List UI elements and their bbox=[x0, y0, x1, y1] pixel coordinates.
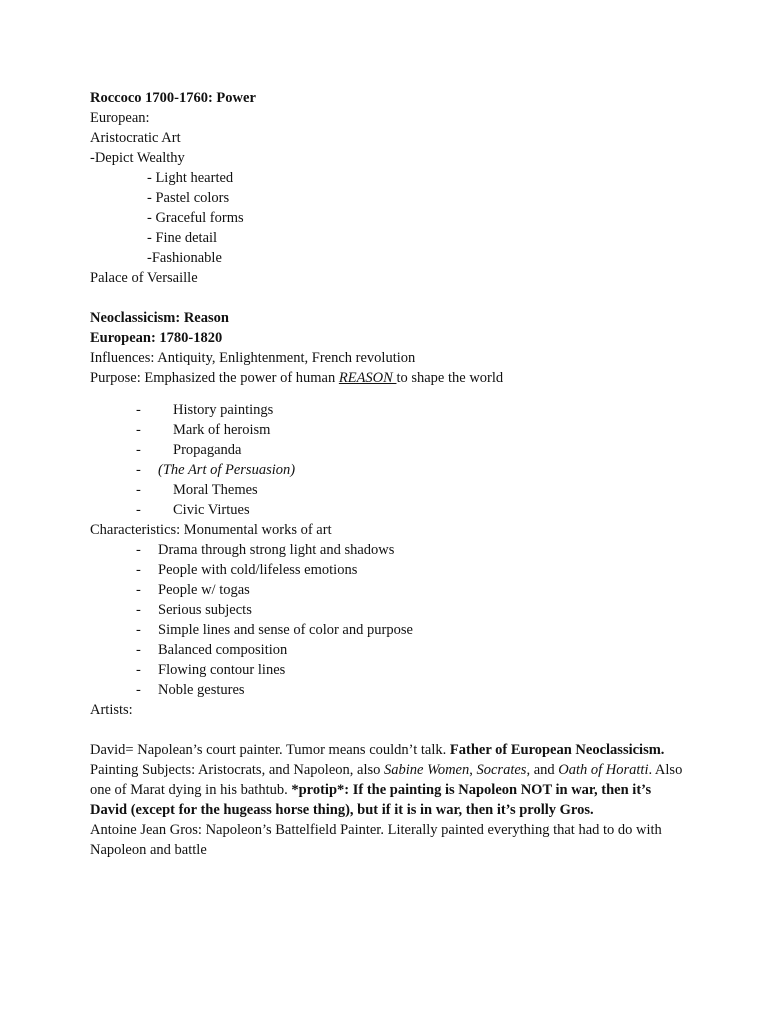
david-title: Father of European Neoclassicism. bbox=[449, 742, 665, 758]
purpose-text-end: to shape the world bbox=[396, 370, 504, 386]
neo-subheading: European: 1780-1820 bbox=[90, 330, 223, 346]
bullet-dash: - bbox=[136, 502, 141, 518]
bullet-dash: - bbox=[136, 442, 141, 458]
bullet-dash: - bbox=[136, 642, 141, 658]
bullet-dash: - bbox=[136, 622, 141, 638]
list-item-text: People with cold/lifeless emotions bbox=[158, 562, 358, 578]
david-text: David= Napolean’s court painter. Tumor means couldn’t talk. bbox=[90, 742, 450, 758]
list-item bbox=[90, 480, 690, 500]
purpose-text: Purpose: Emphasized the power of human bbox=[90, 370, 339, 386]
bullet-dash: - bbox=[136, 462, 141, 478]
list-item-text: People w/ togas bbox=[158, 582, 250, 598]
david-text: Painting Subjects: Aristocrats, and Napoleon, also bbox=[90, 762, 384, 778]
list-item bbox=[90, 540, 690, 560]
list-item bbox=[90, 560, 690, 580]
rococo-line: European: bbox=[90, 110, 150, 126]
list-item bbox=[90, 420, 690, 440]
bullet-dash: - bbox=[136, 402, 141, 418]
bullet-dash: - bbox=[136, 542, 141, 558]
list-item bbox=[90, 440, 690, 460]
david-text: , and bbox=[526, 762, 559, 778]
painting-title: Oath of Horatti bbox=[558, 762, 649, 778]
list-item bbox=[90, 620, 690, 640]
david-text: . Also one of Marat dying in his bathtub. bbox=[90, 762, 683, 798]
rococo-trait: -Fashionable bbox=[147, 250, 222, 266]
list-item-text: Moral Themes bbox=[173, 482, 258, 498]
list-item-text: History paintings bbox=[173, 402, 274, 418]
list-item bbox=[90, 460, 690, 480]
gros-paragraph: Antoine Jean Gros: Napoleon’s Battelfield Painter. Literally painted everything that had to do with Napoleon and battle bbox=[90, 822, 662, 858]
list-item bbox=[90, 500, 690, 520]
rococo-footer: Palace of Versaille bbox=[90, 270, 198, 286]
rococo-trait: - Light hearted bbox=[147, 170, 234, 186]
list-item-text: Balanced composition bbox=[158, 642, 288, 658]
david-paragraph bbox=[90, 740, 690, 820]
reason-emphasis: REASON bbox=[338, 370, 397, 386]
bullet-dash: - bbox=[136, 562, 141, 578]
rococo-line: Aristocratic Art bbox=[90, 130, 181, 146]
rococo-trait: - Fine detail bbox=[147, 230, 218, 246]
list-item-text: Flowing contour lines bbox=[158, 662, 286, 678]
list-item bbox=[90, 400, 690, 420]
painting-title: Sabine Women bbox=[384, 762, 470, 778]
bullet-dash: - bbox=[136, 682, 141, 698]
bullet-dash: - bbox=[136, 482, 141, 498]
neo-heading: Neoclassicism: Reason bbox=[90, 310, 229, 326]
list-item-text: Drama through strong light and shadows bbox=[158, 542, 395, 558]
rococo-trait: - Pastel colors bbox=[147, 190, 230, 206]
list-item-text: Mark of heroism bbox=[173, 422, 271, 438]
bullet-dash: - bbox=[136, 582, 141, 598]
bullet-dash: - bbox=[136, 422, 141, 438]
list-item bbox=[90, 660, 690, 680]
neo-influences: Influences: Antiquity, Enlightenment, French revolution bbox=[90, 350, 416, 366]
rococo-trait: - Graceful forms bbox=[147, 210, 244, 226]
bullet-dash: - bbox=[136, 602, 141, 618]
document-body bbox=[90, 88, 690, 860]
protip-text: *protip*: If the painting is Napoleon NOT in war, then it’s David (except for the hugeass horse thing), but if it is in war, then it’s prolly Gros. bbox=[90, 782, 652, 818]
list-item bbox=[90, 580, 690, 600]
rococo-line: -Depict Wealthy bbox=[90, 150, 185, 166]
neo-purpose bbox=[90, 368, 690, 388]
list-item-text: Noble gestures bbox=[158, 682, 245, 698]
list-item bbox=[90, 680, 690, 700]
list-item-text: Civic Virtues bbox=[173, 502, 250, 518]
list-item-text: (The Art of Persuasion) bbox=[158, 462, 296, 478]
bullet-dash: - bbox=[136, 662, 141, 678]
david-text: , bbox=[469, 762, 477, 778]
list-item-text: Simple lines and sense of color and purpose bbox=[158, 622, 413, 638]
rococo-heading: Roccoco 1700-1760: Power bbox=[90, 90, 256, 106]
artists-label: Artists: bbox=[90, 702, 133, 718]
list-item-text: Propaganda bbox=[173, 442, 242, 458]
list-item-text: Serious subjects bbox=[158, 602, 252, 618]
list-item bbox=[90, 600, 690, 620]
neo-characteristics: Characteristics: Monumental works of art bbox=[90, 522, 332, 538]
list-item bbox=[90, 640, 690, 660]
painting-title: Socrates bbox=[476, 762, 527, 778]
